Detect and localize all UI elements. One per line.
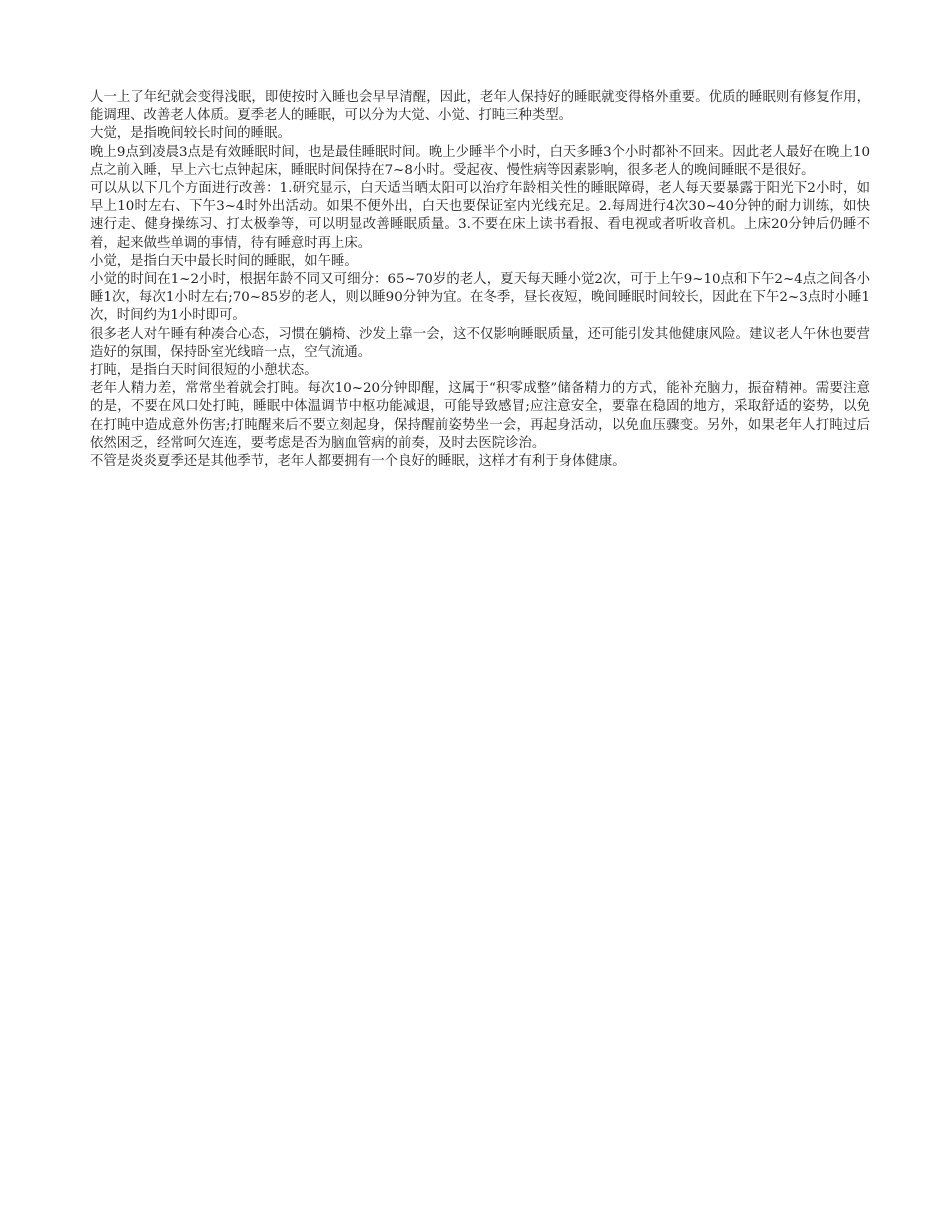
paragraph-big-sleep-time: 晚上9点到凌晨3点是有效睡眠时间，也是最佳睡眠时间。晚上少睡半个小时，白天多睡3个小时都补不回来。因此老人最好在晚上10点之前入睡，早上六七点钟起床，睡眠时间保持在7~8小时。受起夜、慢性病等因素影响，很多老人的晚间睡眠不是很好。 (90, 144, 870, 178)
document-body (90, 89, 870, 471)
paragraph-small-sleep-advice: 很多老人对午睡有种凑合心态，习惯在躺椅、沙发上靠一会，这不仅影响睡眠质量，还可能引发其他健康风险。建议老人午休也要营造好的氛围，保持卧室光线暗一点，空气流通。 (90, 326, 870, 360)
paragraph-big-sleep-heading: 大觉，是指晚间较长时间的睡眠。 (90, 126, 291, 142)
paragraph-intro: 人一上了年纪就会变得浅眠，即使按时入睡也会早早清醒，因此，老年人保持好的睡眠就变得格外重要。优质的睡眠则有修复作用，能调理、改善老人体质。夏季老人的睡眠，可以分为大觉、小觉、打盹三种类型。 (90, 90, 870, 124)
paragraph-nap-details: 老年人精力差，常常坐着就会打盹。每次10~20分钟即醒，这属于“积零成整”储备精力的方式，能补充脑力，振奋精神。需要注意的是，不要在风口处打盹，睡眠中体温调节中枢功能减退，可能导致感冒;应注意安全，要靠在稳固的地方，采取舒适的姿势，以免在打盹中造成意外伤害;打盹醒来后不要立刻起身，保持醒前姿势坐一会，再起身活动，以免血压骤变。另外，如果老年人打盹过后依然困乏，经常呵欠连连，要考虑是否为脑血管病的前奏，及时去医院诊治。 (90, 381, 870, 451)
paragraph-nap-heading: 打盹，是指白天时间很短的小憩状态。 (90, 363, 318, 379)
paragraph-big-sleep-tips: 可以从以下几个方面进行改善：1.研究显示，白天适当晒太阳可以治疗年龄相关性的睡眠障碍，老人每天要暴露于阳光下2小时，如早上10时左右、下午3~4时外出活动。如果不便外出，白天也要保证室内光线充足。2.每周进行4次30~40分钟的耐力训练，如快速行走、健身操练习、打太极拳等，可以明显改善睡眠质量。3.不要在床上读书看报、看电视或者听收音机。上床20分钟后仍睡不着，起来做些单调的事情，待有睡意时再上床。 (90, 181, 870, 251)
paragraph-small-sleep-heading: 小觉，是指白天中最长时间的睡眠，如午睡。 (90, 253, 358, 269)
paragraph-small-sleep-time: 小觉的时间在1~2小时，根据年龄不同又可细分：65~70岁的老人，夏天每天睡小觉2次，可于上午9~10点和下午2~4点之间各小睡1次，每次1小时左右;70~85岁的老人，则以睡90分钟为宜。在冬季，昼长夜短，晚间睡眠时间较长，因此在下午2~3点时小睡1次，时间约为1小时即可。 (90, 272, 870, 324)
paragraph-conclusion: 不管是炎炎夏季还是其他季节，老年人都要拥有一个良好的睡眠，这样才有利于身体健康。 (90, 454, 626, 470)
